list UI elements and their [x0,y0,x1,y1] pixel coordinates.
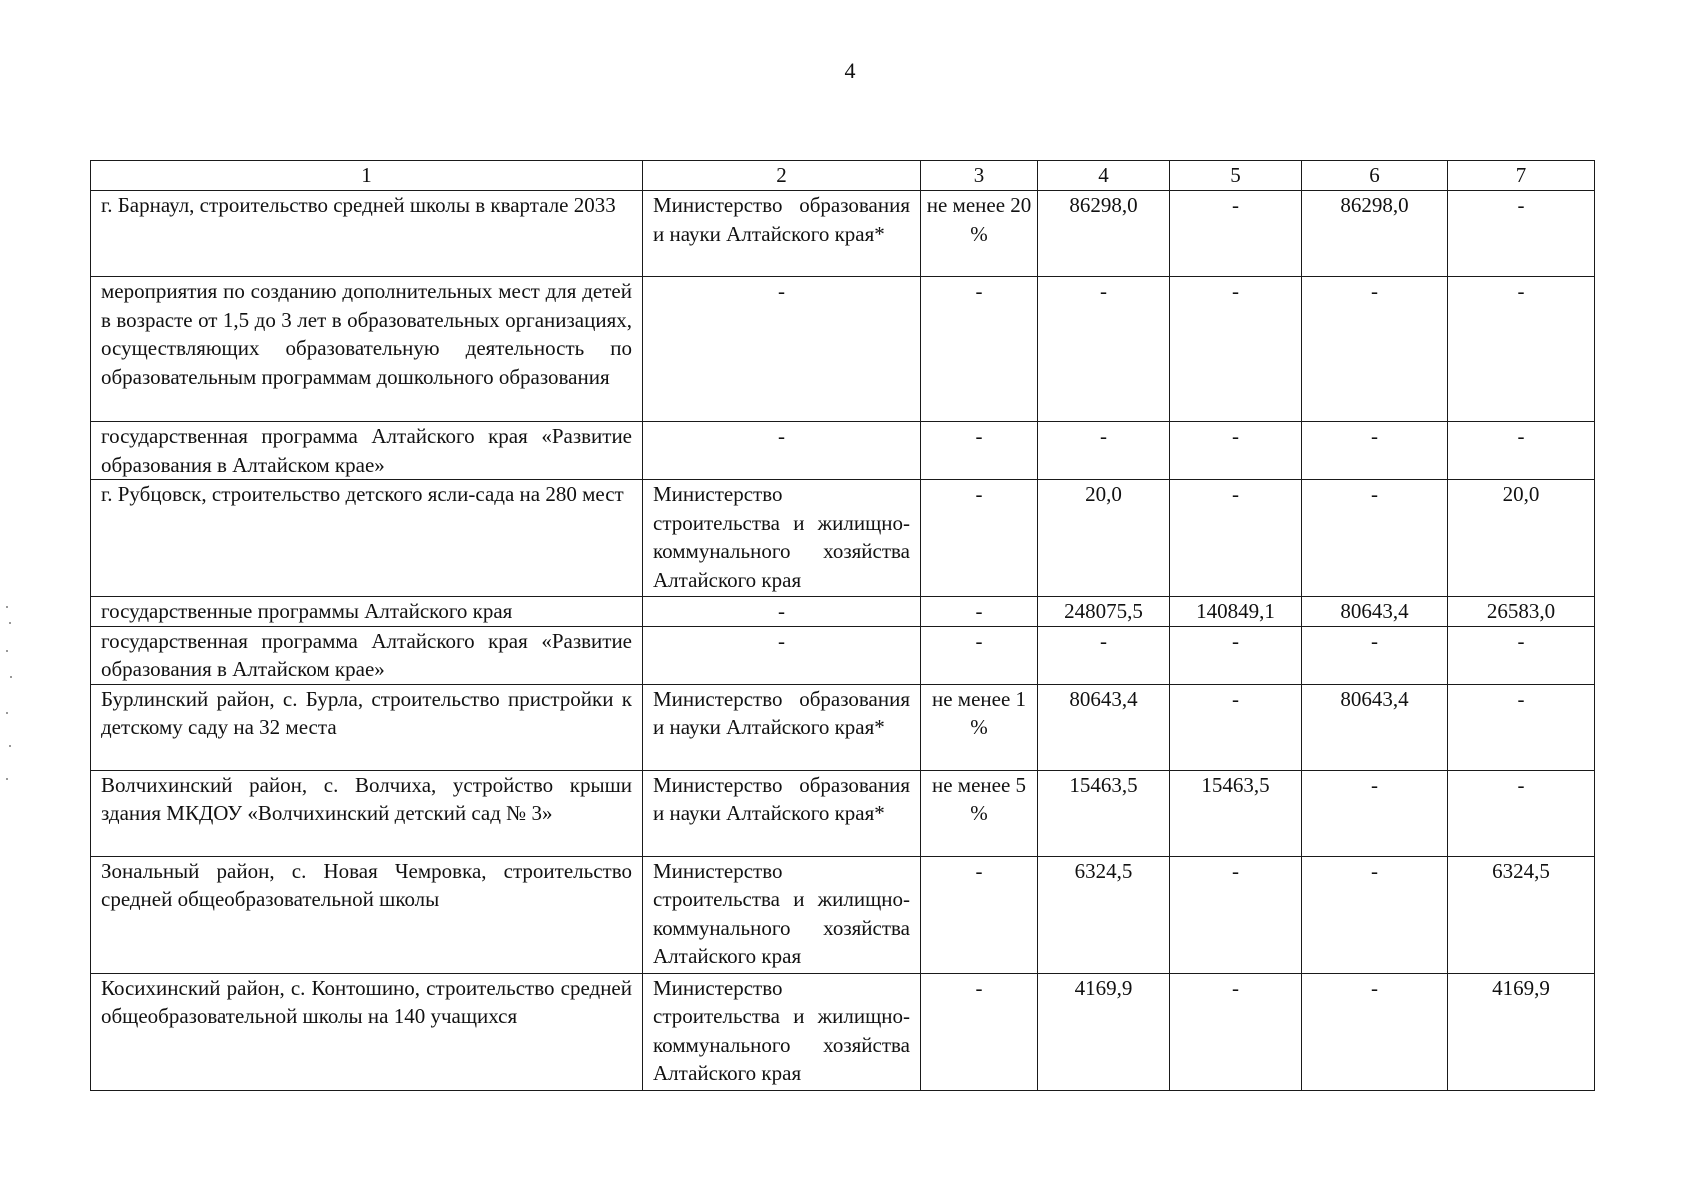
row-year2-cell: - [1302,770,1448,856]
header-cell: 7 [1448,161,1595,191]
row-share-cell: не менее 20 % [921,191,1038,277]
row-total-cell: 4169,9 [1038,973,1170,1090]
table-row [91,191,1595,277]
row-org-cell: Министерство образования и науки Алтайского края* [643,191,921,277]
row-name-cell: государственная программа Алтайского края «Развитие образования в Алтайском крае» [91,626,643,684]
row-org-cell: Министерство строительства и жилищно-коммунального хозяйства Алтайского края [643,856,921,973]
row-total-cell: 6324,5 [1038,856,1170,973]
row-total-cell: 15463,5 [1038,770,1170,856]
row-share-cell: не менее 5 % [921,770,1038,856]
table-row [91,422,1595,480]
row-org-cell: Министерство строительства и жилищно-коммунального хозяйства Алтайского края [643,973,921,1090]
row-total-cell: - [1038,626,1170,684]
row-total-cell: - [1038,277,1170,422]
row-org-cell: Министерство образования и науки Алтайского края* [643,684,921,770]
row-share-cell: - [921,422,1038,480]
row-year2-cell: 80643,4 [1302,684,1448,770]
header-cell: 4 [1038,161,1170,191]
table-row [91,684,1595,770]
row-year3-cell: - [1448,770,1595,856]
row-year2-cell: - [1302,480,1448,597]
row-year3-cell: 26583,0 [1448,597,1595,627]
header-cell: 6 [1302,161,1448,191]
row-year3-cell: 4169,9 [1448,973,1595,1090]
row-org-cell: - [643,422,921,480]
table-row [91,973,1595,1090]
row-year1-cell: - [1170,480,1302,597]
row-year1-cell: - [1170,626,1302,684]
row-year2-cell: - [1302,277,1448,422]
row-name-cell: Бурлинский район, с. Бурла, строительство пристройки к детскому саду на 32 места [91,684,643,770]
table-row [91,856,1595,973]
row-year2-cell: 80643,4 [1302,597,1448,627]
row-share-cell: - [921,597,1038,627]
row-year3-cell: - [1448,684,1595,770]
row-name-cell: г. Рубцовск, строительство детского ясли-сада на 280 мест [91,480,643,597]
page-number: 4 [844,58,856,83]
row-year3-cell: - [1448,277,1595,422]
row-year3-cell: 6324,5 [1448,856,1595,973]
header-cell: 5 [1170,161,1302,191]
row-year1-cell: - [1170,856,1302,973]
row-year3-cell: - [1448,191,1595,277]
row-org-cell: - [643,597,921,627]
row-year1-cell: - [1170,684,1302,770]
row-year3-cell: - [1448,626,1595,684]
row-name-cell: г. Барнаул, строительство средней школы в квартале 2033 [91,191,643,277]
row-total-cell: - [1038,422,1170,480]
row-share-cell: не менее 1 % [921,684,1038,770]
row-share-cell: - [921,626,1038,684]
row-year2-cell: - [1302,422,1448,480]
row-name-cell: мероприятия по созданию дополнительных мест для детей в возрасте от 1,5 до 3 лет в образовательных организациях, осуществляющих образовательную деятельность по образовательным программам дошкольного образования [91,277,643,422]
row-share-cell: - [921,973,1038,1090]
row-year3-cell: - [1448,422,1595,480]
row-share-cell: - [921,856,1038,973]
row-share-cell: - [921,277,1038,422]
row-year2-cell: - [1302,856,1448,973]
table-row [91,597,1595,627]
row-year1-cell: 15463,5 [1170,770,1302,856]
row-total-cell: 80643,4 [1038,684,1170,770]
row-year2-cell: - [1302,973,1448,1090]
row-year2-cell: - [1302,626,1448,684]
table-row [91,770,1595,856]
row-name-cell: Волчихинский район, с. Волчиха, устройство крыши здания МКДОУ «Волчихинский детский сад № 3» [91,770,643,856]
header-row [91,161,1595,191]
row-year3-cell: 20,0 [1448,480,1595,597]
header-cell: 3 [921,161,1038,191]
row-year2-cell: 86298,0 [1302,191,1448,277]
table-row [91,480,1595,597]
row-year1-cell: - [1170,973,1302,1090]
row-year1-cell: - [1170,191,1302,277]
table-row [91,277,1595,422]
row-year1-cell: - [1170,422,1302,480]
row-year1-cell: 140849,1 [1170,597,1302,627]
row-total-cell: 20,0 [1038,480,1170,597]
row-name-cell: государственная программа Алтайского края «Развитие образования в Алтайском крае» [91,422,643,480]
row-year1-cell: - [1170,277,1302,422]
row-share-cell: - [921,480,1038,597]
row-org-cell: Министерство образования и науки Алтайского края* [643,770,921,856]
row-org-cell: Министерство строительства и жилищно-коммунального хозяйства Алтайского края [643,480,921,597]
row-org-cell: - [643,626,921,684]
funding-table [90,160,1595,1091]
table-row [91,626,1595,684]
header-cell: 2 [643,161,921,191]
row-org-cell: - [643,277,921,422]
row-name-cell: Зональный район, с. Новая Чемровка, строительство средней общеобразовательной школы [91,856,643,973]
row-name-cell: государственные программы Алтайского края [91,597,643,627]
header-cell: 1 [91,161,643,191]
row-total-cell: 248075,5 [1038,597,1170,627]
row-name-cell: Косихинский район, с. Контошино, строительство средней общеобразовательной школы на 140 учащихся [91,973,643,1090]
row-total-cell: 86298,0 [1038,191,1170,277]
